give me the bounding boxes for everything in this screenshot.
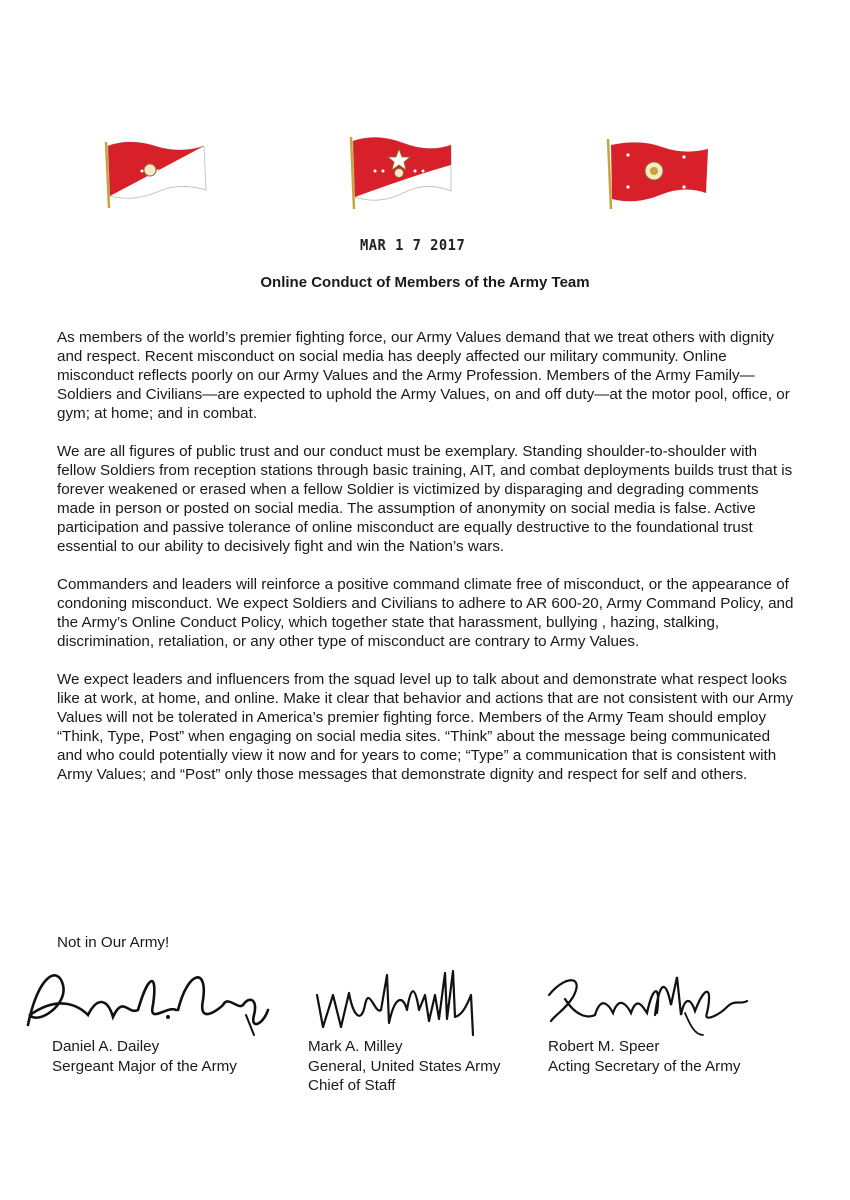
paragraph-2: We are all figures of public trust and our conduct must be exemplary. Standing shoulder-to-shoulder with fellow Soldiers from reception stations through basic training, AIT, and combat deployments builds trust that is forever weakened or erased when a fellow Soldier is victimized by disparaging and degrading comments made in person or posted on social media. The assumption of anonymity on social media is false. Active participation and passive tolerance of online misconduct are equally destructive to the foundational trust essential to our ability to decisively fight and win the Nation’s wars. [57, 443, 793, 555]
signatory-title-speer: Acting Secretary of the Army [548, 1057, 741, 1075]
memo-body [57, 328, 797, 803]
secretary-of-army-flag-icon [600, 135, 712, 211]
paragraph-1: As members of the world’s premier fighting force, our Army Values demand that we treat others with dignity and respect. Recent misconduct on social media has deeply affected our military community. Online misconduct reflects poorly on our Army Values and the Army Profession. Members of the Army Family—Soldiers and Civilians—are expected to uphold the Army Values, on and off duty—at the motor pool, office, or gym; at home; and in combat. [57, 329, 790, 422]
signature-block-milley [303, 955, 503, 1096]
closing-line: Not in Our Army! [57, 934, 170, 951]
memo-title: Online Conduct of Members of the Army Team [260, 274, 590, 291]
signature-dailey [18, 955, 278, 1037]
chief-of-staff-flag-icon [345, 135, 457, 211]
signatory-title-milley: General, United States Army [308, 1057, 501, 1075]
signatory-subtitle-milley: Chief of Staff [308, 1077, 396, 1094]
signatory-title-dailey: Sergeant Major of the Army [52, 1057, 237, 1075]
date-stamp: MAR 1 7 2017 [360, 236, 466, 254]
paragraph-4: We expect leaders and influencers from the squad level up to talk about and demonstrate what respect looks like at work, at home, and online. Make it clear that behavior and actions that are not consistent with our Army Values will not be tolerated in America’s premier fighting force. Members of the Army Team should employ “Think, Type, Post” when engaging on social media sites. “Think” about the message being communicated and who could potentially view it now and for years to come; “Type” a communication that is consistent with Army Values; and “Post” only those messages that demonstrate dignity and respect for self and others. [57, 671, 794, 783]
signature-speer [535, 955, 755, 1037]
sergeant-major-flag-icon [100, 138, 210, 210]
signature-block-speer [535, 955, 755, 1076]
paragraph-3: Commanders and leaders will reinforce a positive command climate free of misconduct, or the appearance of condoning misconduct. We expect Soldiers and Civilians to adhere to AR 600-20, Army Command Policy, and the Army’s Online Conduct Policy, which together state that harassment, bullying , hazing, stalking, discrimination, retaliation, or any other type of misconduct are contrary to Army Values. [57, 576, 794, 650]
signatory-name-milley: Mark A. Milley [308, 1038, 403, 1055]
signature-block-dailey [18, 955, 278, 1076]
signature-milley [303, 955, 503, 1037]
signatory-name-dailey: Daniel A. Dailey [52, 1038, 160, 1055]
signatory-name-speer: Robert M. Speer [548, 1038, 660, 1055]
